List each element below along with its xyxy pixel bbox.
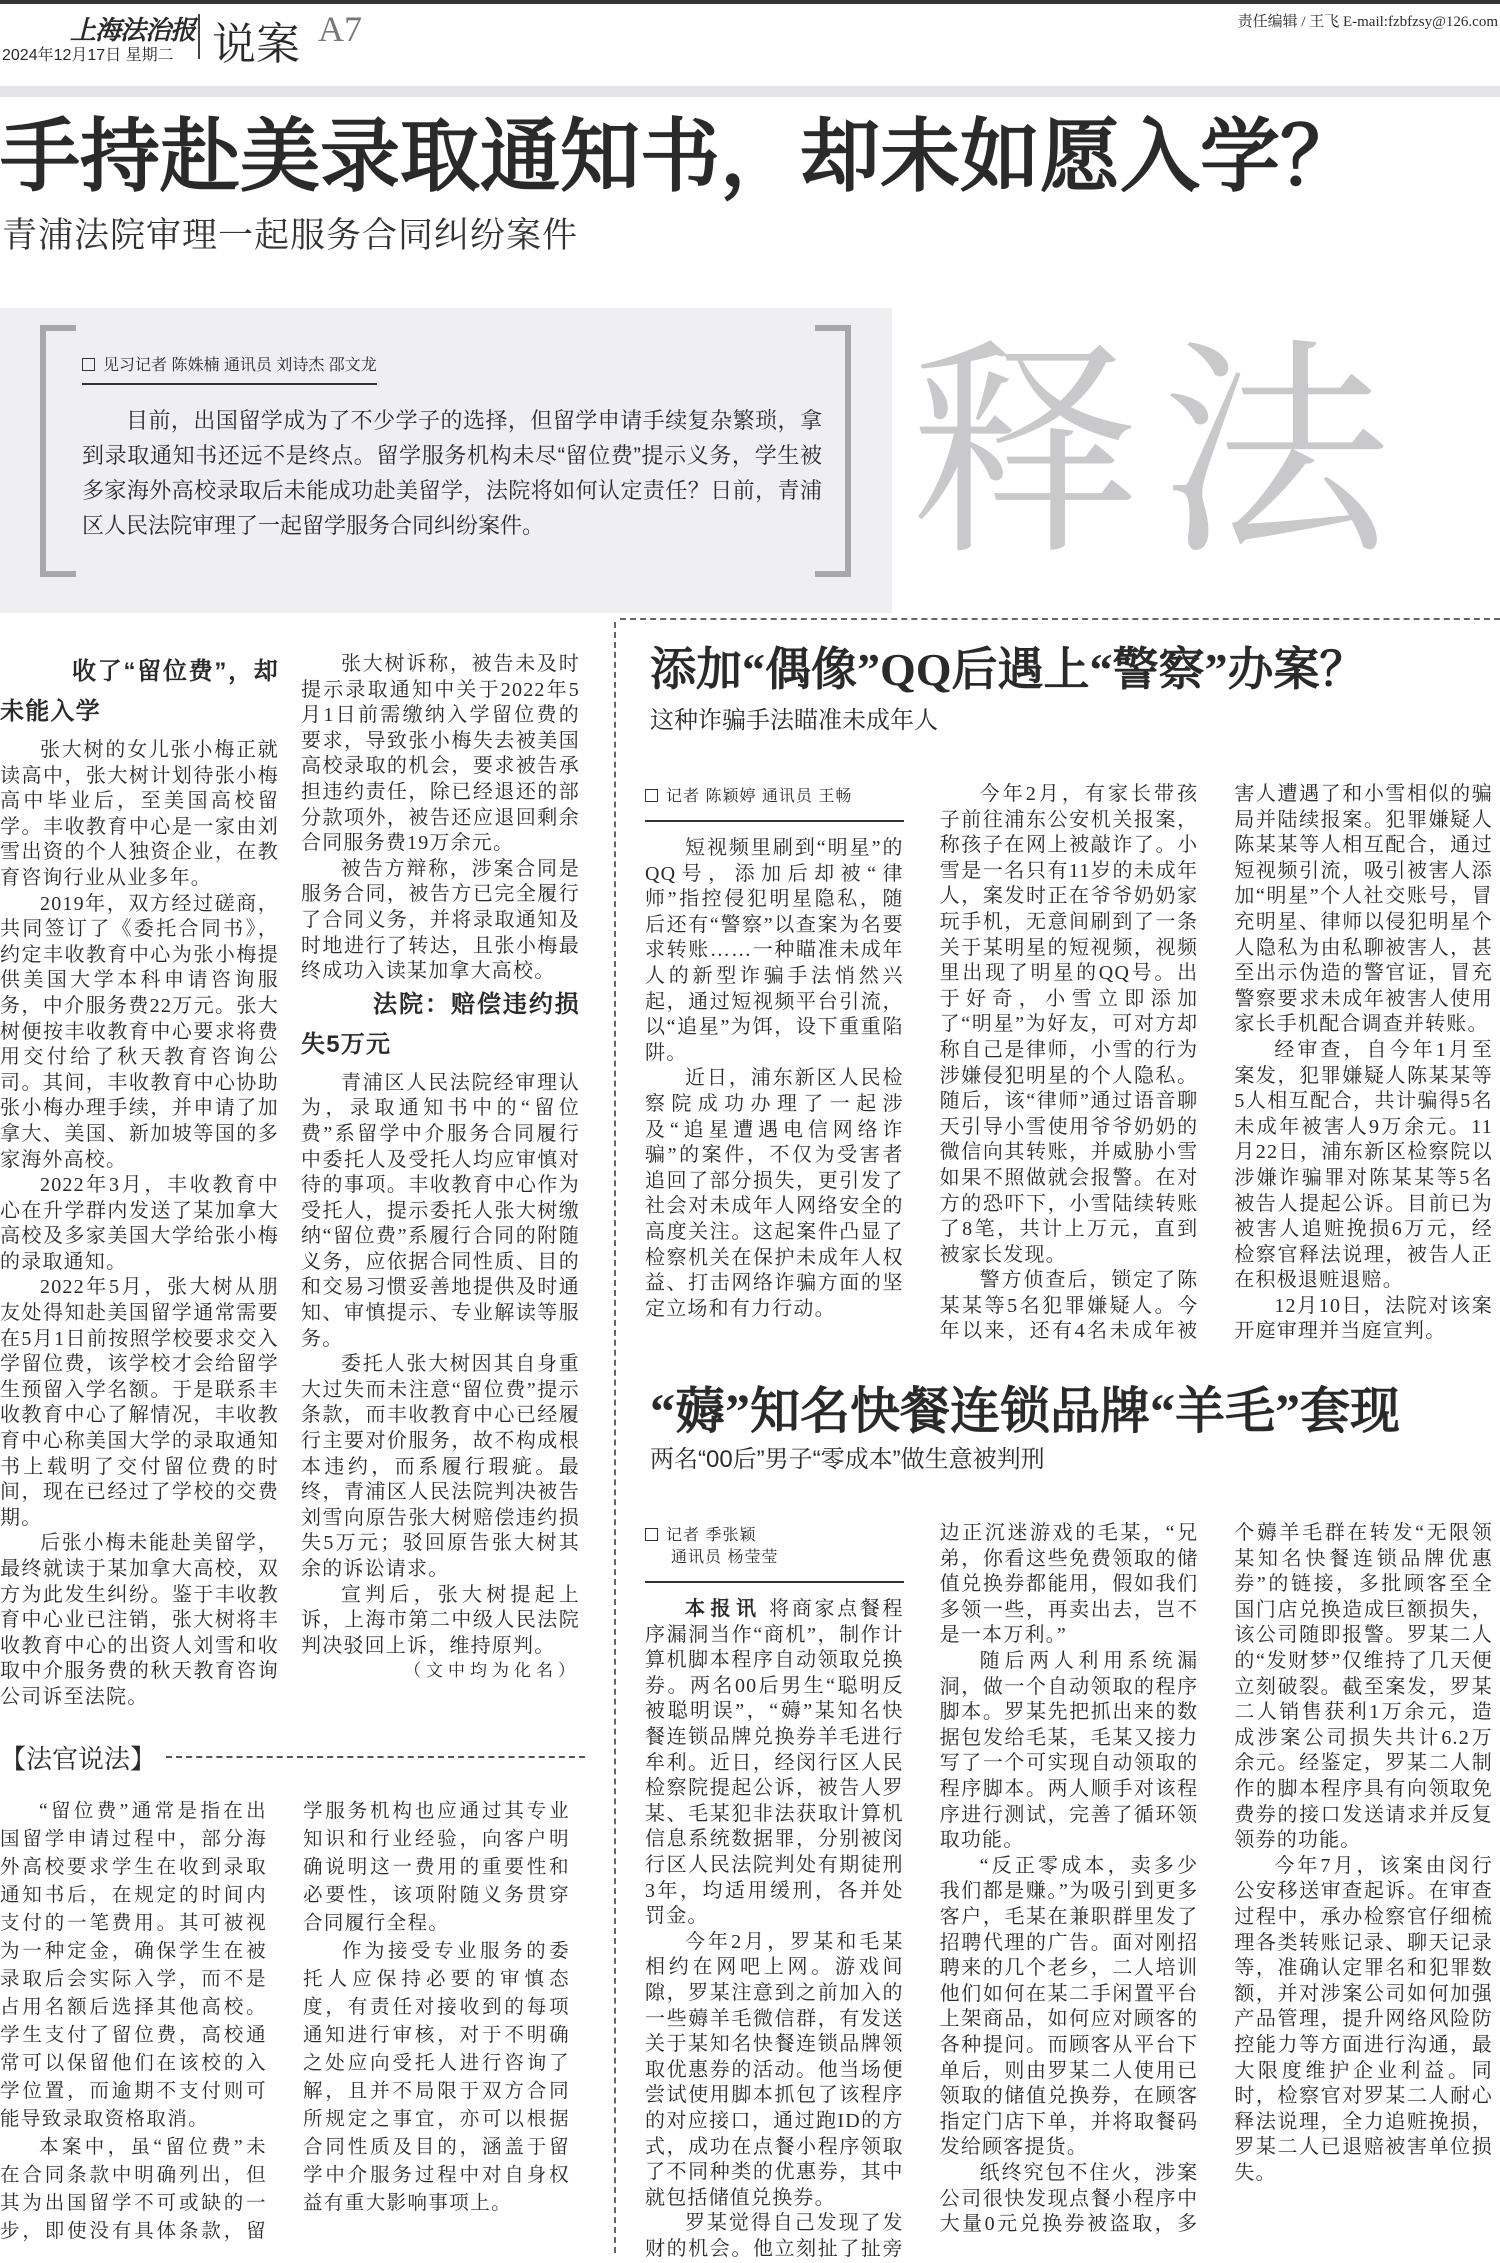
lede-box (0, 308, 892, 613)
dateline: 本报讯 (685, 1598, 762, 1621)
section-name: 说案 (212, 20, 300, 69)
judge-comment-header (0, 1739, 585, 1776)
dashed-divider-vertical (614, 622, 616, 2253)
lead-text: 将商家点餐程序漏洞当作“商机”，制作计算机脚本程序自动领取兑换券。两名00后男生“聪明反被聪明误”，“薅”某知名快餐连锁品牌兑换券羊毛进行牟利。近日，经闵行区人民检察院提起公诉，被告人罗某、毛某犯非法获取计算机信息系统数据罪，分别被闵行区人民法院判处有期徒刑3年，均适用缓刑，各并处罚金。 (645, 1598, 904, 1928)
header-band (0, 86, 1500, 97)
paragraph: 张大树的女儿张小梅正就读高中，张大树计划待张小梅高中毕业后，至美国高校留学。丰收教育中心是一家由刘雪出资的个人独资企业，在教育咨询行业从业多年。 (0, 739, 279, 889)
subheading: 收了“留位费”，却未能入学 (0, 658, 279, 725)
left-column-area (0, 652, 585, 2246)
paragraph: 2019年，双方经过磋商，共同签订了《委托合同书》，约定丰收教育中心为张小梅提供美国大学本科申请咨询服务，中介服务费22万元。张大树便按丰收教育中心要求将费用交付给了秋天教育咨询公司。其间，丰收教育中心协助张小梅办理手续，并申请了加拿大、美国、新加坡等国的多家海外高校。 (0, 892, 279, 1171)
paragraph: 后张小梅未能赴美留学，最终就读于某加拿大高校，双方为此发生纠纷。鉴于丰收教育中心业已注销，张大树将丰收教育中心的出资人刘雪和收取中介服务费的秋天教育咨询公司诉至法院。 (0, 1532, 279, 1708)
article-subtitle: 这种诈骗手法瞄准未成年人 (650, 707, 938, 734)
paragraph: 经审查，自今年1月至案发，犯罪嫌疑人陈某某等5人相互配合，共计骗得5名未成年被害人9万余元。11月22日，浦东新区检察院以涉嫌诈骗罪对陈某某等5名被告人提起公诉。目前已为被害人追赃挽损6万元，经检察官释法说理，被告人正在积极退赃退赔。 (1234, 1038, 1493, 1292)
lede-text: 目前，出国留学成为了不少学子的选择，但留学申请手续复杂繁琐，拿到录取通知书还远不是终点。留学服务机构未尽“留位费”提示义务，学生被多家海外高校录取后未能成功赴美留学，法院将如何认定责任？日前，青浦区人民法院审理了一起留学服务合同纠纷案件。 (82, 408, 822, 538)
paragraph: 2022年5月，张大树从朋友处得知赴美国留学通常需要在5月1日前按照学校要求交入学留位费，该学校才会给留学生预留入学名额。于是联系丰收教育中心了解情况，丰收教育中心称美国大学的录取通知书上载明了交付留位费的时间，现在已经过了学校的交费期。 (0, 1276, 279, 1529)
paragraph: 今年2月，罗某和毛某相约在网吧上网。游戏间隙，罗某注意到之前加入的一些薅羊毛微信群，有发送关于某知名快餐连锁品牌领取优惠券的活动。他当场便尝试使用脚本抓包了该程序的对应接口，通过跑ID的方式，成功在点餐小程序领取了不同种类的优惠券，其中就包括储值兑换券。 (645, 1930, 904, 2209)
name-note: （文中均为化名） (404, 1661, 580, 1682)
paragraph-list (301, 1071, 580, 1660)
paragraph: “留位费”通常是指在出国留学申请过程中，部分海外高校要求学生在收到录取通知书后，在规定的时间内支付的一笔费用。其可被视为一种定金，确保学生在被录取后会实际入学，而不是占用名额后选择其他高校。学生支付了留位费，高校通常可以保留他们在该校的入学位置，而逾期不支付则可能导致录取资格取消。 (0, 1800, 267, 2130)
paragraph: 短视频里刷到“明星”的QQ号，添加后却被“律师”指控侵犯明星隐私，随后还有“警察”以查案为名要求转账……一种瞄准未成年人的新型诈骗手法悄然兴起，通过短视频平台引流，以“追星”为饵，设下重重陷阱。 (645, 837, 904, 1064)
byline-text: 记者 陈颖婷 通讯员 王畅 (666, 788, 853, 805)
masthead-divider (198, 14, 200, 59)
dashed-divider-horizontal (620, 618, 1500, 620)
right-column-area (645, 640, 1495, 2263)
judge-comment-title: 【法官说法】 (0, 1743, 157, 1774)
paragraph: 12月10日，法院对该案开庭审理并当庭宣判。 (1234, 1294, 1493, 1343)
byline-reporter: 记者 季张颖 (666, 1527, 757, 1545)
article-body (645, 782, 1493, 1345)
watermark-calligraphy: 释法 (910, 327, 1411, 582)
article-body (645, 1521, 1493, 2262)
article-headline: 添加“偶像”QQ后遇上“警察”办案？ (650, 644, 1366, 695)
paragraph: 今年2月，有家长带孩子前往浦东公安机关报案，称孩子在网上被敲诈了。小雪是一名只有11岁的未成年人，案发时正在爷爷奶奶家玩手机，无意间刷到了一条关于某明星的短视频，视频里出现了明星的QQ号。出于好奇，小雪立即添加了“明星”为好友，可对方却称自己是律师，小雪的行为涉嫌侵犯明星的个人隐私。随后，该“律师”通过语音聊天引导小雪使用爷爷奶奶的微信向其转账，并威胁小雪如果不照做就会报警。在对方的恐吓下，小雪陆续转账了8笔，共计上万元，直到被家长发现。 (939, 783, 1199, 1266)
paragraph-list (0, 1798, 570, 2246)
byline (82, 352, 377, 385)
paragraph-list (645, 782, 1493, 1345)
byline (645, 1521, 904, 1583)
byline (645, 782, 904, 822)
issue-date: 2024年12月17日 星期二 (2, 47, 174, 64)
square-icon (82, 358, 95, 371)
paragraph: 青浦区人民法院经审理认为，录取通知书中的“留位费”系留学中介服务合同履行中委托人及受托人均应审慎对待的事项。丰收教育中心作为受托人，提示委托人张大树缴纳“留位费”系履行合同的附随义务，应依据合同性质、目的和交易习惯妥善地提供及时通知、审慎提示、专业解读等服务。 (301, 1071, 580, 1350)
main-headline: 手持赴美录取通知书，却未如愿入学？ (0, 114, 1360, 202)
paragraph: 张大树诉称，被告未及时提示录取通知中关于2022年5月1日前需缴纳入学留位费的要求，导致张小梅失去被美国高校录取的机会，要求被告承担违约责任，除已经退还的部分款项外，被告还应退回剩余合同服务费19万余元。 (301, 653, 580, 855)
paragraph: 宣判后，张大树提起上诉，上海市第二中级人民法院判决驳回上诉，维持原判。 (301, 1583, 580, 1657)
paragraph: 纸终究包不住火，涉案公司很快发现点餐小程序中大量0元兑换券被盗取，多个薅羊毛群在转发“无限领某知名快餐连锁品牌优惠券”的链接，多批顾客至全国门店兑换造成巨额损失，该公司随即报警。罗某二人的“发财梦”仅维持了几天便立刻破裂。截至案发，罗某二人销售获利1万余元，造成涉案公司损失共计6.2万余元。经鉴定，罗某二人制作的脚本程序具有向领取免费券的接口发送请求并反复领券的功能。 (939, 1522, 1493, 2236)
paragraph: 被告方辩称，涉案合同是服务合同，被告方已完全履行了合同义务，并将录取通知及时地进行了转达，且张小梅最终成功入读某加拿大高校。 (301, 857, 580, 983)
square-icon (645, 789, 658, 802)
article-headline: “薅”知名快餐连锁品牌“羊毛”套现 (650, 1383, 1400, 1440)
lead-paragraph (645, 1597, 904, 1930)
newspaper-logo: 上海法治报 (70, 16, 196, 45)
paragraph: 罗某觉得自己发现了发财的机会。他立刻扯了扯旁边正沉迷游戏的毛某，“兄弟，你看这些免费领取的储值兑换券都能用，假如我们多领一些，再卖出去，岂不是一本万利。” (645, 1522, 1199, 2260)
paragraph: 随后两人利用系统漏洞，做一个自动领取的程序脚本。罗某先把抓出来的数据包发给毛某，毛某又接力写了一个可实现自动领取的程序脚本。两人顺手对该程序进行测试，完善了循环领取功能。 (939, 1650, 1199, 1852)
byline-text: 见习记者 陈姝楠 通讯员 刘诗杰 邵文龙 (103, 357, 377, 374)
paragraph: 2022年3月，丰收教育中心在升学群内发送了某加拿大高校及多家美国大学给张小梅的录取通知。 (0, 1174, 279, 1273)
square-icon (645, 1528, 658, 1541)
subheading: 法院：赔偿违约损失5万元 (301, 990, 580, 1058)
paragraph: 委托人张大树因其自身重大过失而未注意“留位费”提示条款，而丰收教育中心已经履行主要对价服务，故不构成根本违约，而系履行瑕疵。最终，青浦区人民法院判决被告刘雪向原告张大树赔偿违约损失5万元；驳回原告张大树其余的诉讼请求。 (301, 1353, 580, 1580)
main-story-body (0, 652, 580, 1711)
dashed-rule (166, 1756, 585, 1758)
page-number: A7 (318, 9, 362, 49)
paragraph: 警方侦查后，锁定了陈某某等5名犯罪嫌疑人。今年以来，还有4名未成年被害人遭遇了和小雪相似的骗局并陆续报案。犯罪嫌疑人陈某某等人相互配合，通过短视频引流，吸引被害人添加“明星”个人社交账号，冒充明星、律师以侵犯明星个人隐私为由私聊被害人，甚至出示伪造的警官证，冒充警察要求未成年被害人使用家长手机配合调查并转账。 (939, 783, 1493, 1343)
paragraph: 作为接受专业服务的委托人应保持必要的审慎态度，有责任对接收到的每项通知进行审核，对于不明确之处应向受托人进行咨询了解，且并不局限于双方合同所规定之事宜，亦可以根据合同性质及目的，涵盖于留学中介服务过程中对自身权益有重大影响事项上。 (303, 1940, 570, 2214)
judge-comment-body (0, 1798, 570, 2246)
paragraph: 近日，浦东新区人民检察院成功办理了一起涉及“追星遭遇电信网络诈骗”的案件，不仅为受害者追回了部分损失，更引发了社会对未成年人网络安全的高度关注。这起案件凸显了检察机关在保护未成年人权益、打击网络诈骗方面的坚定立场和有力行动。 (645, 1067, 904, 1320)
article-subtitle: 两名“00后”男子“零成本”做生意被判刑 (650, 1446, 1045, 1474)
main-subtitle: 青浦法院审理一起服务合同纠纷案件 (2, 216, 579, 255)
paragraph: “反正零成本，卖多少我们都是赚。”为吸引到更多客户，毛某在兼职群里发了招聘代理的广告。面对刚招聘来的几个老乡，二人培训他们如何在某二手闲置平台上架商品，如何应对顾客的各种提问。而顾客从平台下单后，则由罗某二人使用已领取的储值兑换券，在顾客指定门店下单，并将取餐码发给顾客提货。 (939, 1854, 1199, 2159)
paragraph: 本案中，虽“留位费”未在合同条款中明确列出，但其为出国留学不可或缺的一步，即使没有具体条款，留学服务机构也应通过其专业知识和行业经验，向客户明确说明这一费用的重要性和必要性，该项附随义务贯穿合同履行全程。 (0, 1800, 570, 2242)
bracket-left (40, 325, 76, 577)
top-rule (0, 0, 1500, 4)
byline-correspondent: 通讯员 杨莹莹 (671, 1549, 779, 1567)
paragraph: 今年7月，该案由闵行公安移送审查起诉。在审查过程中，承办检察官仔细梳理各类转账记录、聊天记录等，准确认定罪名和犯罪数额，并对涉案公司如何加强产品管理，提升网络风险防控能力等方面进行沟通，最大限度维护企业利益。同时，检察官对罗某二人耐心释法说理，全力追赃挽损，罗某二人已退赔被害单位损失。 (1234, 1854, 1493, 2184)
editor-credit: 责任编辑 / 王飞 E-mail:fzbfzsy@126.com (1237, 14, 1498, 30)
